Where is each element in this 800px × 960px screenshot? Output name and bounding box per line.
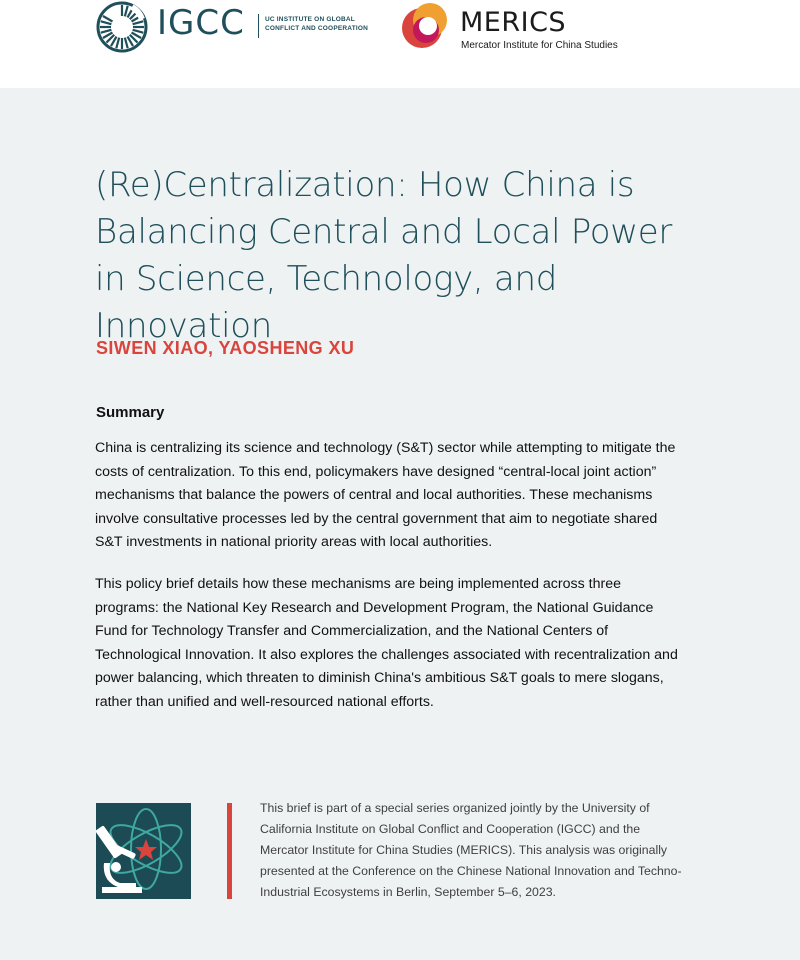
- merics-logo: [400, 0, 630, 55]
- series-note: This brief is part of a special series organized jointly by the University of California Institute on Global Conflict and Cooperation (IGCC) and the Mercator Institute for China Studies (MERICS). This analysis was originally presented at the Conference on the Chinese National Innovation and Techno-Industrial Ecosystems in Berlin, September 5–6, 2023.: [260, 801, 682, 899]
- summary-heading: Summary: [96, 404, 165, 421]
- igcc-divider: [258, 14, 259, 38]
- page-title: (Re)Centralization: How China is Balancing Central and Local Power in Science, Technology, and Innovation: [95, 165, 673, 346]
- igcc-wordmark: IGCC: [157, 3, 245, 43]
- igcc-ring-icon: [95, 0, 149, 54]
- summary-paragraph-2: This policy brief details how these mechanisms are being implemented across three programs: the National Key Research and Development Program, the National Guidance Fund for Technology Transfer and Commercialization, and the National Centers of Technological Innovation. It also explores the challenges associated with recentralization and power balancing, which threaten to diminish China's ambitious S&T goals to mere slogans, rather than unified and well-resourced national efforts.: [95, 576, 678, 710]
- merics-subtitle: Mercator Institute for China Studies: [461, 40, 618, 51]
- merics-swirl-icon: [400, 0, 452, 52]
- accent-bar: [227, 803, 232, 899]
- igcc-logo: [95, 0, 369, 55]
- igcc-tagline-line1: UC INSTITUTE ON GLOBAL: [265, 16, 355, 23]
- header: [0, 0, 800, 88]
- authors: SIWEN XIAO, YAOSHENG XU: [96, 338, 355, 358]
- summary-paragraph-1: China is centralizing its science and technology (S&T) sector while attempting to mitigate the costs of centralization. To this end, policymakers have designed “central-local joint action” mechanisms that balance the powers of central and local authorities. These mechanisms involve consultative processes led by the central government that aim to negotiate shared S&T investments in national priority areas with local authorities.: [95, 440, 676, 551]
- igcc-tagline-line2: CONFLICT AND COOPERATION: [265, 25, 369, 32]
- microscope-atom-star-icon: [96, 803, 191, 899]
- igcc-tagline: [265, 15, 375, 33]
- merics-wordmark: MERICS: [460, 7, 567, 38]
